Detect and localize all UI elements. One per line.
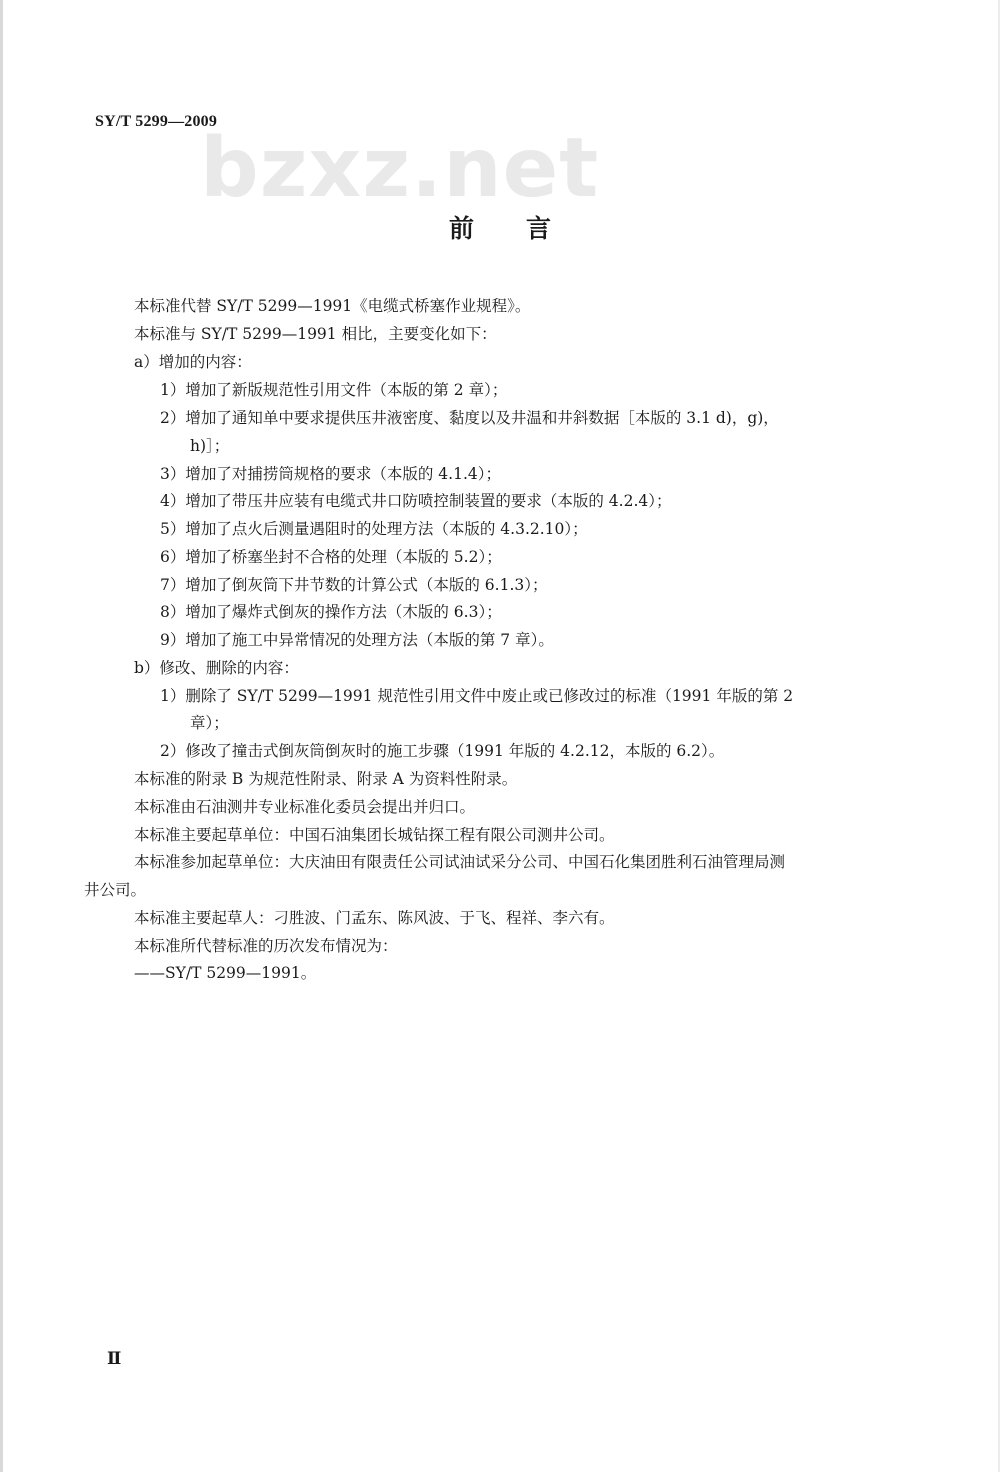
list-item: 6）增加了桥塞坐封不合格的处理（本版的 5.2）； xyxy=(160,548,502,566)
list-item: 章）； xyxy=(190,714,229,732)
list-item: 4）增加了带压井应装有电缆式井口防喷控制装置的要求（本版的 4.2.4）； xyxy=(160,492,672,510)
paragraph: 本标准由石油测井专业标准化委员会提出并归口。 xyxy=(134,798,476,816)
list-item: 9）增加了施工中异常情况的处理方法（本版的第 7 章）。 xyxy=(160,631,554,649)
paragraph: 本标准主要起草人：刁胜波、门孟东、陈风波、于飞、程祥、李六有。 xyxy=(134,909,615,927)
page-number: Ⅱ xyxy=(107,1349,122,1368)
paragraph: 本标准与 SY/T 5299—1991 相比，主要变化如下： xyxy=(134,325,497,343)
paragraph: 本标准所代替标准的历次发布情况为： xyxy=(134,937,398,955)
list-item: 8）增加了爆炸式倒灰的操作方法（木版的 6.3）； xyxy=(160,603,502,621)
list-item: 1）删除了 SY/T 5299—1991 规范性引用文件中废止或已修改过的标准（1991 年版的第 2 xyxy=(160,687,794,705)
list-item: 5）增加了点火后测量遇阻时的处理方法（本版的 4.3.2.10）； xyxy=(160,520,588,538)
paragraph: 本标准的附录 B 为规范性附录、附录 A 为资料性附录。 xyxy=(134,770,518,788)
list-item: 1）增加了新版规范性引用文件（本版的第 2 章）； xyxy=(160,381,508,399)
page-title: 前言 xyxy=(448,214,603,243)
list-heading: a）增加的内容： xyxy=(134,353,252,371)
list-item: 2）修改了撞击式倒灰筒倒灰时的施工步骤（1991 年版的 4.2.12，本版的 6.2）。 xyxy=(160,742,725,760)
paragraph: 本标准代替 SY/T 5299—1991《电缆式桥塞作业规程》。 xyxy=(134,297,531,315)
standard-code: SY/T 5299—2009 xyxy=(95,113,218,130)
list-item: h)］； xyxy=(190,437,230,455)
paragraph: 本标准参加起草单位：大庆油田有限责任公司试油试采分公司、中国石化集团胜利石油管理局测 xyxy=(134,853,786,871)
paragraph: 本标准主要起草单位：中国石油集团长城钻探工程有限公司测井公司。 xyxy=(134,826,615,844)
list-heading: b）修改、删除的内容： xyxy=(134,659,299,677)
list-item: 2）增加了通知单中要求提供压井液密度、黏度以及井温和井斜数据［本版的 3.1 d)，g)， xyxy=(160,409,779,427)
paragraph: ——SY/T 5299—1991。 xyxy=(134,964,317,982)
list-item: 3）增加了对捕捞筒规格的要求（本版的 4.1.4）； xyxy=(160,465,501,483)
list-item: 7）增加了倒灰筒下井节数的计算公式（本版的 6.1.3）； xyxy=(160,576,548,594)
paragraph: 井公司。 xyxy=(84,881,147,899)
watermark: bzxz.net xyxy=(200,121,600,216)
